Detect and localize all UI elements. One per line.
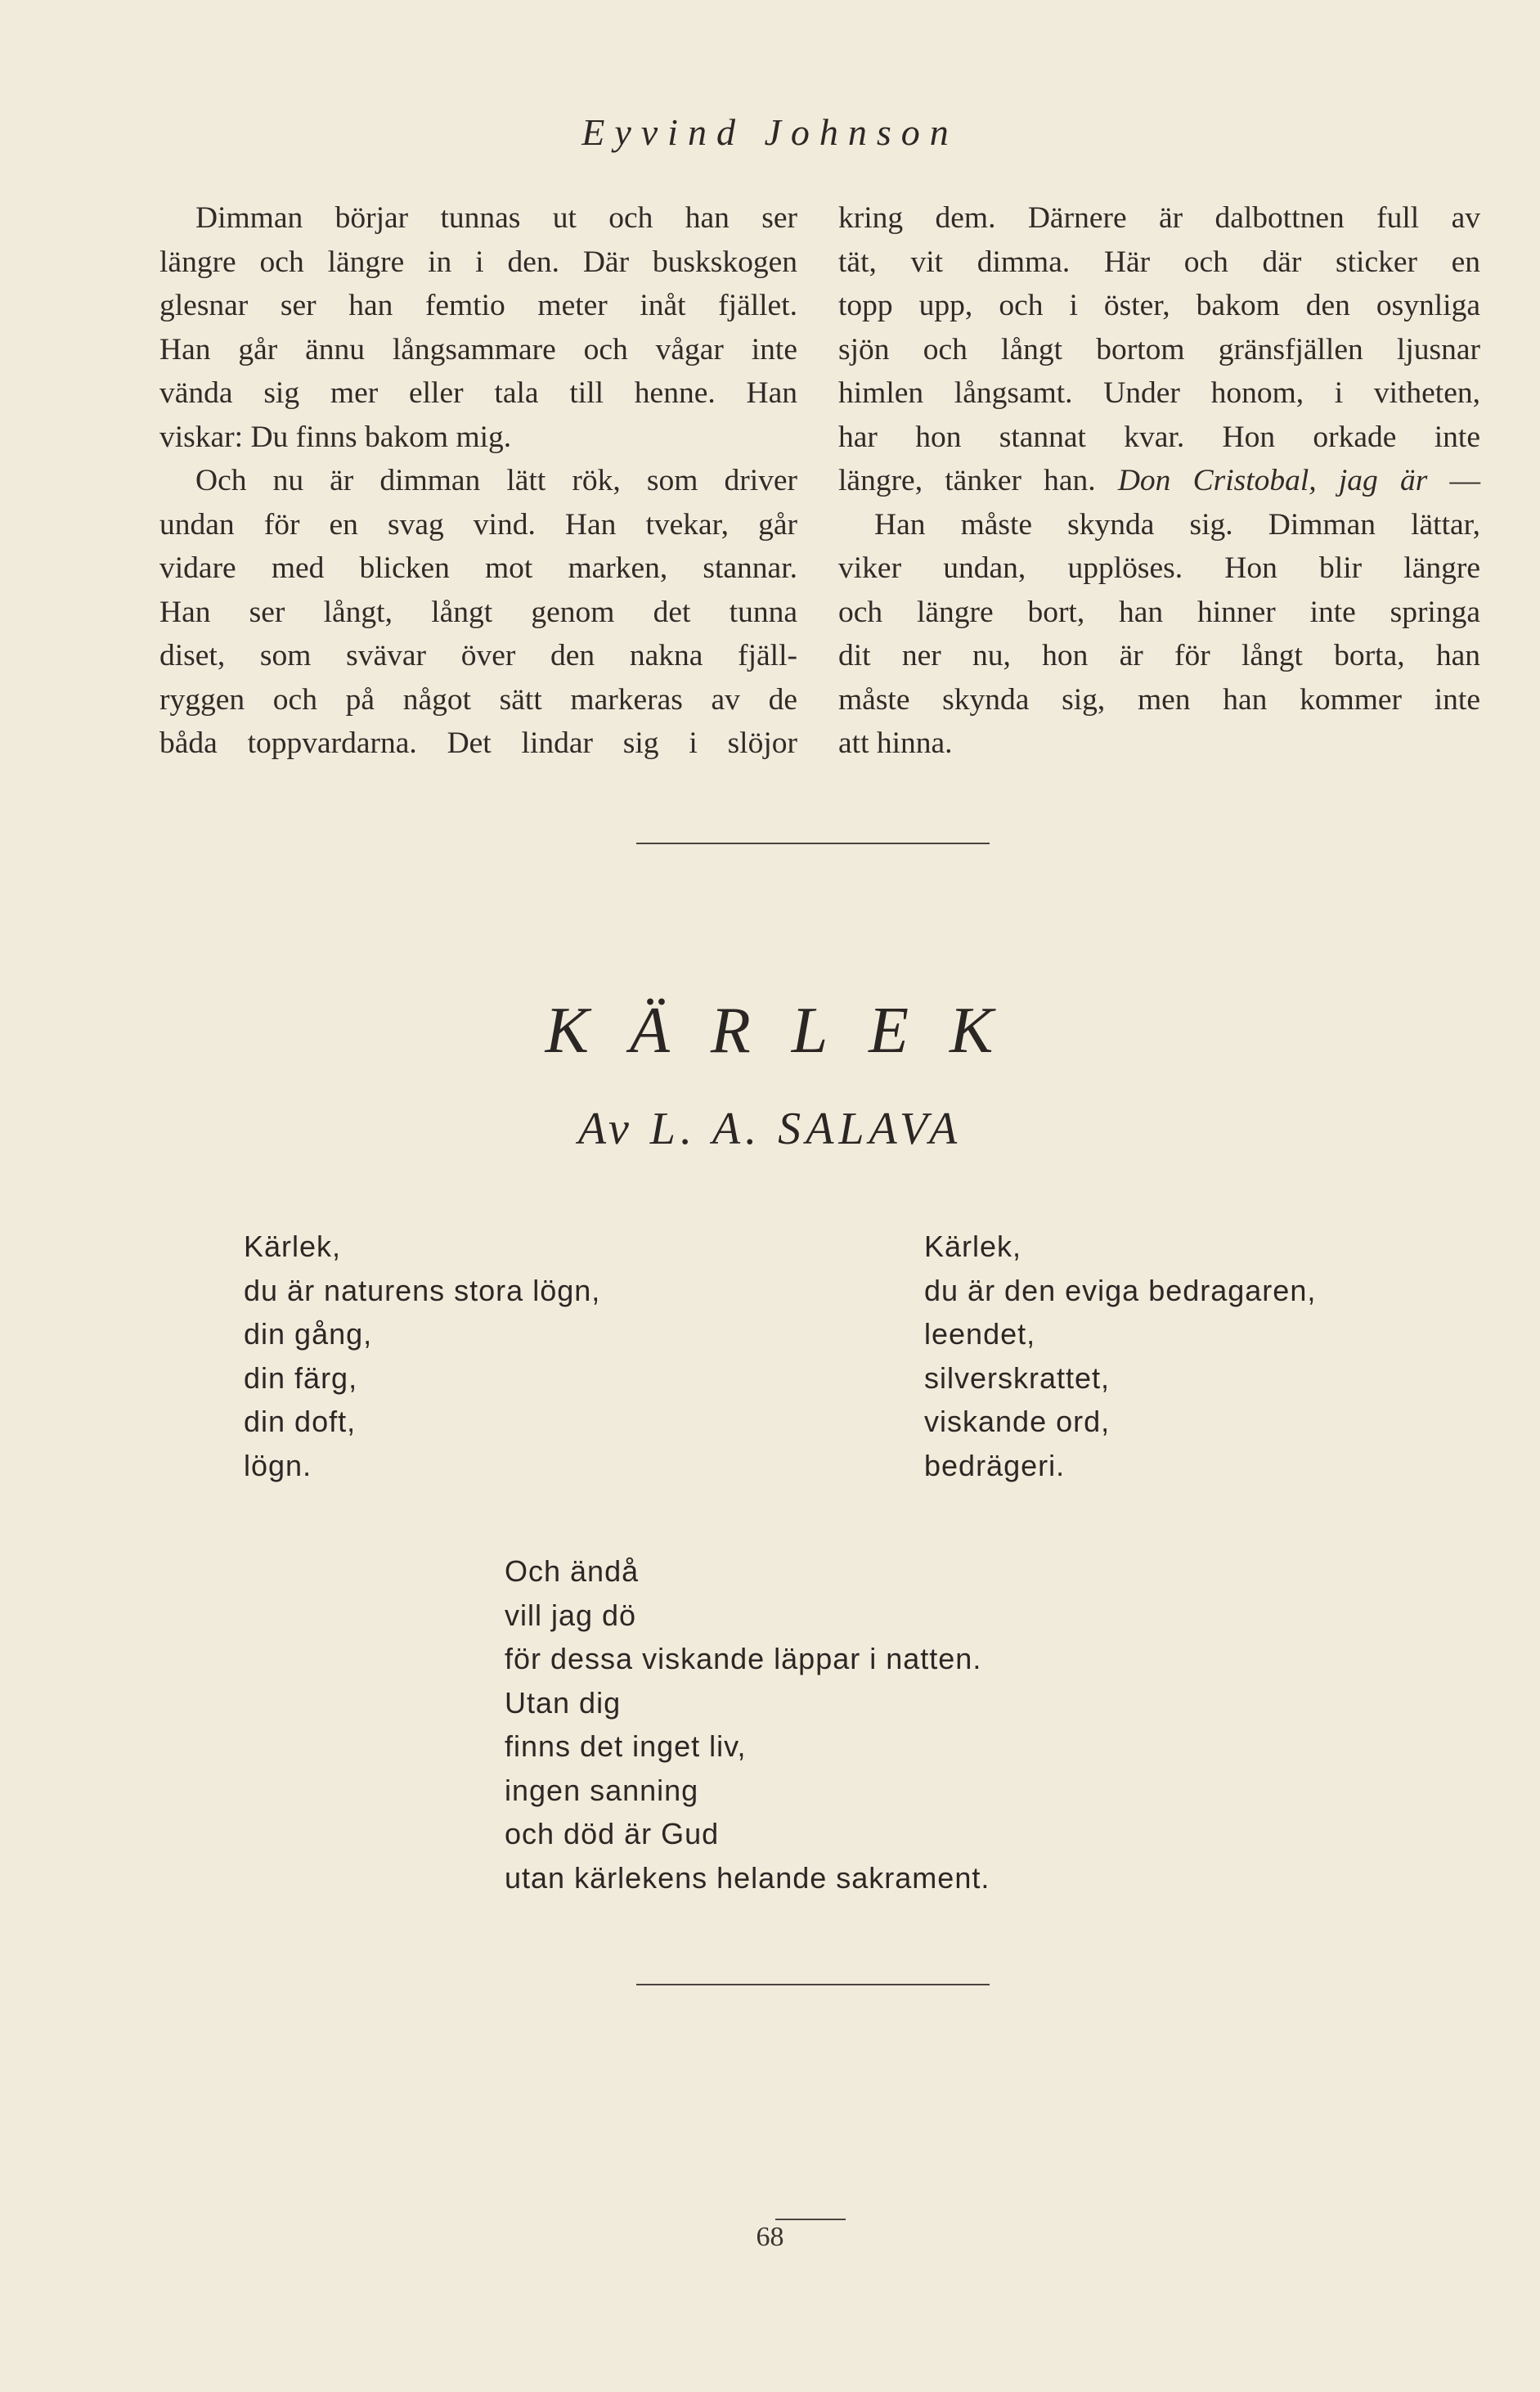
prose-line: vidare med blicken mot marken, stannar. — [159, 551, 797, 585]
prose-line-with-italic — [838, 459, 1480, 503]
verse-line: Kärlek, — [244, 1230, 342, 1263]
verse-line: viskande ord, — [924, 1405, 1111, 1438]
prose-paragraph — [159, 459, 797, 766]
stanza-right — [924, 1225, 1316, 1487]
prose-paragraph — [838, 503, 1480, 766]
prose-line: topp upp, och i öster, bakom den osynliga — [838, 289, 1480, 322]
prose-line: båda toppvardarna. Det lindar sig i slöjor — [159, 726, 797, 760]
prose-line: måste skynda sig, men han kommer inte — [838, 682, 1480, 717]
verse-line: Utan dig — [505, 1685, 622, 1720]
prose-line: längre och längre in i den. Där buskskogen — [159, 245, 797, 279]
verse-line: din färg, — [244, 1360, 358, 1395]
verse-line: finns det inget liv, — [505, 1729, 747, 1763]
prose-line: undan för en svag vind. Han tvekar, går — [159, 507, 797, 542]
prose-line: Och nu är dimman lätt rök, som driver — [195, 464, 797, 497]
section-divider — [636, 843, 990, 844]
section-divider — [636, 1984, 990, 1985]
prose-line: har hon stannat kvar. Hon orkade inte — [838, 420, 1480, 454]
verse-line: din doft, — [244, 1405, 357, 1438]
running-head-author: Eyvind Johnson — [581, 111, 959, 153]
prose-line: vända sig mer eller tala till henne. Han — [159, 376, 797, 410]
verse-line: vill jag dö — [505, 1598, 637, 1632]
verse-line: och död är Gud — [505, 1817, 720, 1850]
verse-line: din gång, — [244, 1317, 373, 1351]
prose-line: kring dem. Därnere är dalbottnen full av — [838, 201, 1480, 235]
prose-line: diset, som svävar över den nakna fjäll- — [159, 639, 797, 672]
page-number: 68 — [756, 2222, 784, 2252]
prose-line: Han måste skynda sig. Dimman lättar, — [874, 507, 1480, 542]
prose-line: Dimman börjar tunnas ut och han ser — [195, 201, 797, 235]
prose-line: Han går ännu långsammare och vågar inte — [159, 332, 797, 366]
poem-title: KÄRLEK — [545, 995, 1035, 1067]
prose-line: sjön och långt bortom gränsfjällen ljusnar — [838, 332, 1480, 366]
prose-column-left — [159, 196, 797, 766]
prose-dash: — — [1427, 464, 1480, 497]
prose-line: dit ner nu, hon är för långt borta, han — [838, 639, 1480, 672]
prose-line: ryggen och på något sätt markeras av de — [159, 682, 797, 717]
verse-line: för dessa viskande läppar i natten. — [505, 1642, 982, 1675]
verse-line: Kärlek, — [924, 1230, 1022, 1263]
prose-line: tät, vit dimma. Här och där sticker en — [838, 245, 1480, 279]
verse-line: bedrägeri. — [924, 1448, 1066, 1482]
prose-paragraph — [838, 196, 1480, 503]
prose-paragraph — [159, 196, 797, 459]
verse-line: utan kärlekens helande sakrament. — [505, 1860, 990, 1895]
verse-line: Och ändå — [505, 1554, 640, 1588]
italic-quote: Don Cristobal, jag är — [1117, 464, 1428, 497]
page-number-rule — [775, 2219, 846, 2220]
verse-line: du är naturens stora lögn, — [244, 1273, 601, 1307]
prose-text: längre, tänker han. — [838, 464, 1118, 497]
prose-line: viskar: Du finns bakom mig. — [159, 420, 512, 454]
prose-line: och längre bort, han hinner inte springa — [838, 595, 1480, 629]
verse-line: silverskrattet, — [924, 1360, 1111, 1395]
prose-column-right — [838, 196, 1480, 766]
stanza-center — [505, 1549, 990, 1900]
prose-line: Han ser långt, långt genom det tunna — [159, 595, 797, 629]
prose-line: himlen långsamt. Under honom, i vitheten, — [838, 376, 1480, 410]
prose-line: att hinna. — [838, 726, 953, 760]
prose-line: glesnar ser han femtio meter inåt fjället. — [159, 289, 797, 322]
stanza-left — [244, 1225, 600, 1487]
verse-line: du är den eviga bedragaren, — [924, 1273, 1317, 1307]
verse-line: leendet, — [924, 1317, 1036, 1351]
poem-byline: Av L. A. SALAVA — [577, 1104, 963, 1154]
verse-line: ingen sanning — [505, 1773, 699, 1807]
verse-line: lögn. — [244, 1448, 312, 1482]
prose-line: viker undan, upplöses. Hon blir längre — [838, 551, 1480, 585]
